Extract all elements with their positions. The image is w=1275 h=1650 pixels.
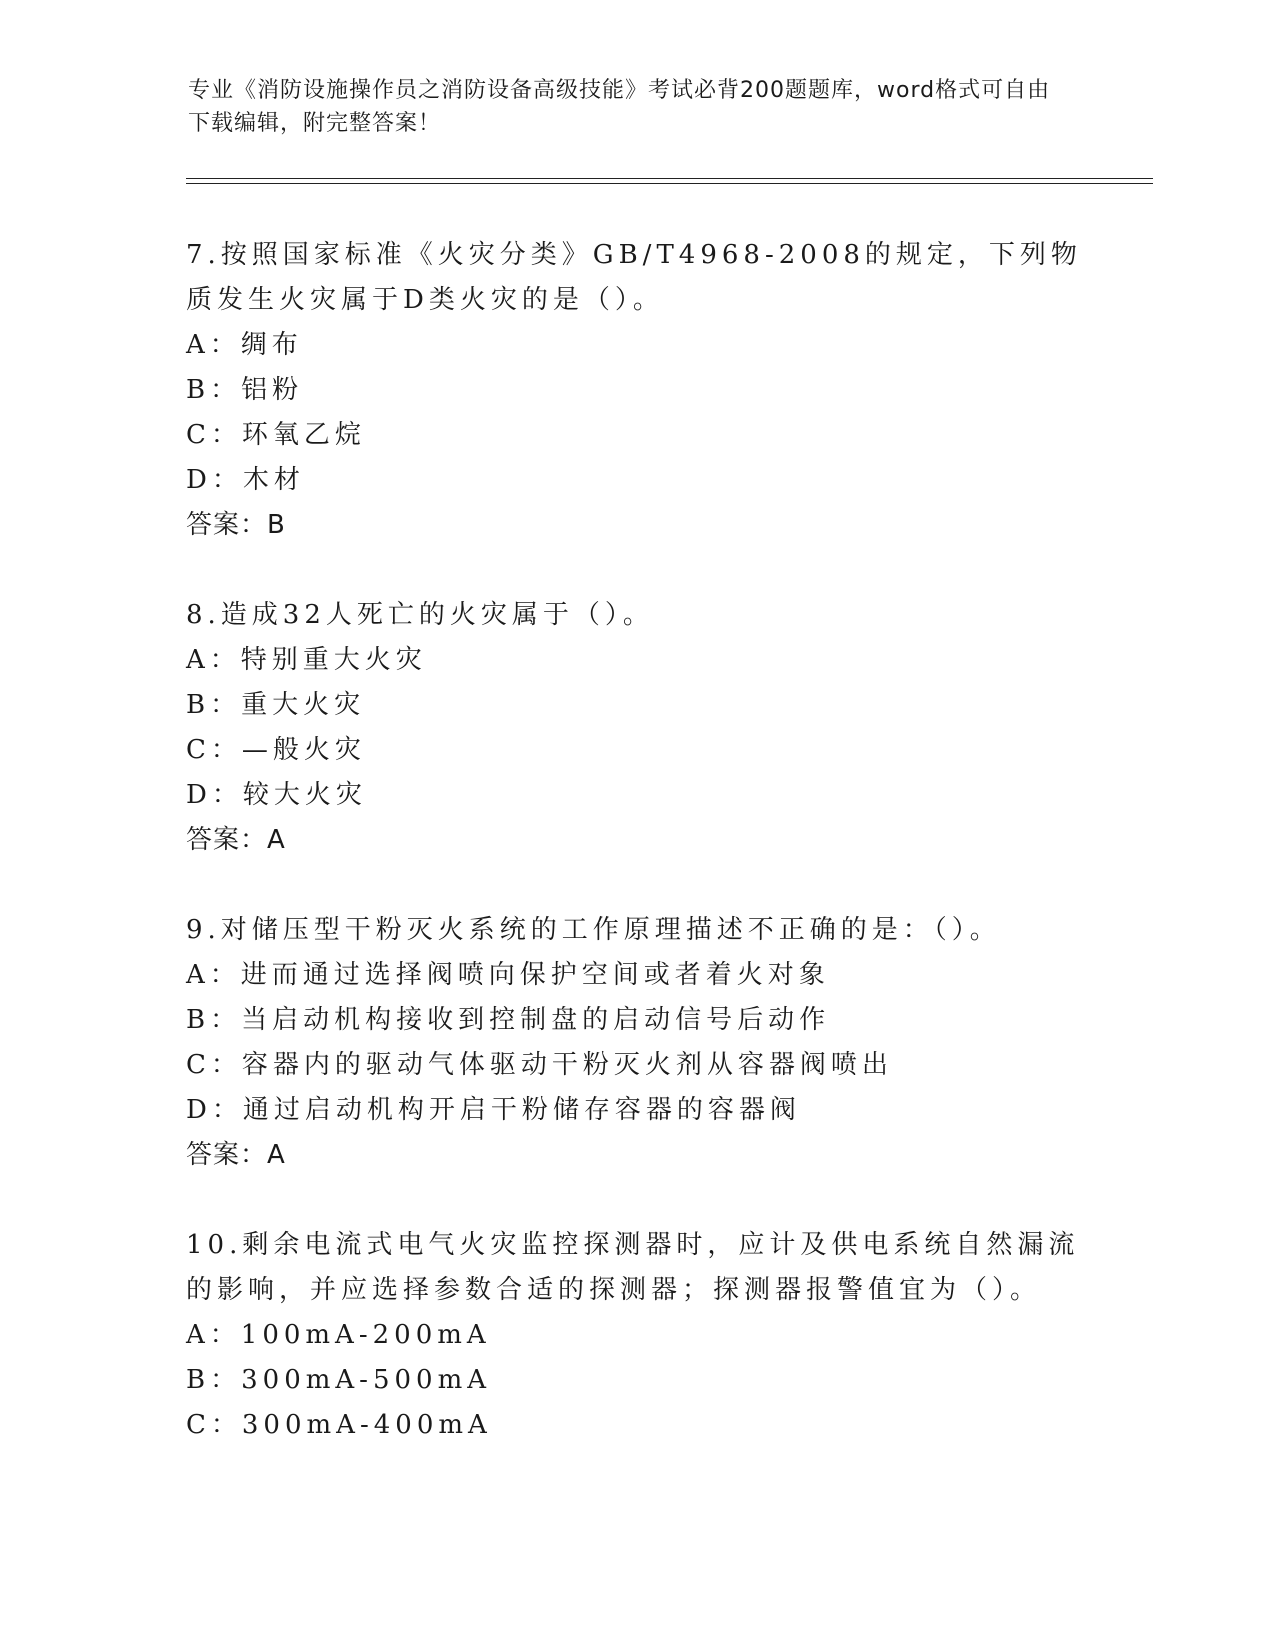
question-8 (186, 593, 1086, 863)
option-a: A：进而通过选择阀喷向保护空间或者着火对象 (186, 960, 830, 990)
question-list (186, 233, 1086, 1448)
option-d: D：通过启动机构开启干粉储存容器的容器阀 (186, 1095, 801, 1125)
document-header: 专业《消防设施操作员之消防设备高级技能》考试必背200题题库，word格式可自由下载编辑，附完整答案！ (188, 78, 1051, 136)
option-c: C：容器内的驱动气体驱动干粉灭火剂从容器阀喷出 (186, 1050, 893, 1080)
option-a: A：100mA-200mA (186, 1320, 491, 1350)
option-a: A：绸布 (186, 330, 303, 360)
question-stem: 9.对储压型干粉灭火系统的工作原理描述不正确的是：（）。 (186, 915, 1001, 945)
header-divider-bottom (186, 183, 1153, 184)
question-stem: 10.剩余电流式电气火灾监控探测器时，应计及供电系统自然漏流的影响，并应选择参数合适的探测器；探测器报警值宜为（）。 (186, 1230, 1080, 1305)
option-c: C：环氧乙烷 (186, 420, 366, 450)
option-b: B：当启动机构接收到控制盘的启动信号后动作 (186, 1005, 831, 1035)
option-b: B：铝粉 (186, 375, 304, 405)
option-d: D：木材 (186, 465, 305, 495)
option-d: D：较大火灾 (186, 780, 367, 810)
option-c: C：300mA-400mA (186, 1410, 492, 1440)
question-stem: 7.按照国家标准《火灾分类》GB/T4968-2008的规定，下列物质发生火灾属于D类火灾的是（）。 (186, 240, 1082, 315)
question-10 (186, 1223, 1086, 1448)
question-stem: 8.造成32人死亡的火灾属于（）。 (186, 600, 654, 630)
answer: 答案：A (186, 1140, 286, 1170)
option-b: B：300mA-500mA (186, 1365, 492, 1395)
option-b: B：重大火灾 (186, 690, 366, 720)
option-c: C：—般火灾 (186, 735, 366, 765)
answer: 答案：A (186, 825, 286, 855)
option-a: A：特别重大火灾 (186, 645, 427, 675)
question-7 (186, 233, 1086, 548)
answer: 答案：B (186, 510, 286, 540)
header-divider-top (186, 178, 1153, 179)
question-9 (186, 908, 1086, 1178)
